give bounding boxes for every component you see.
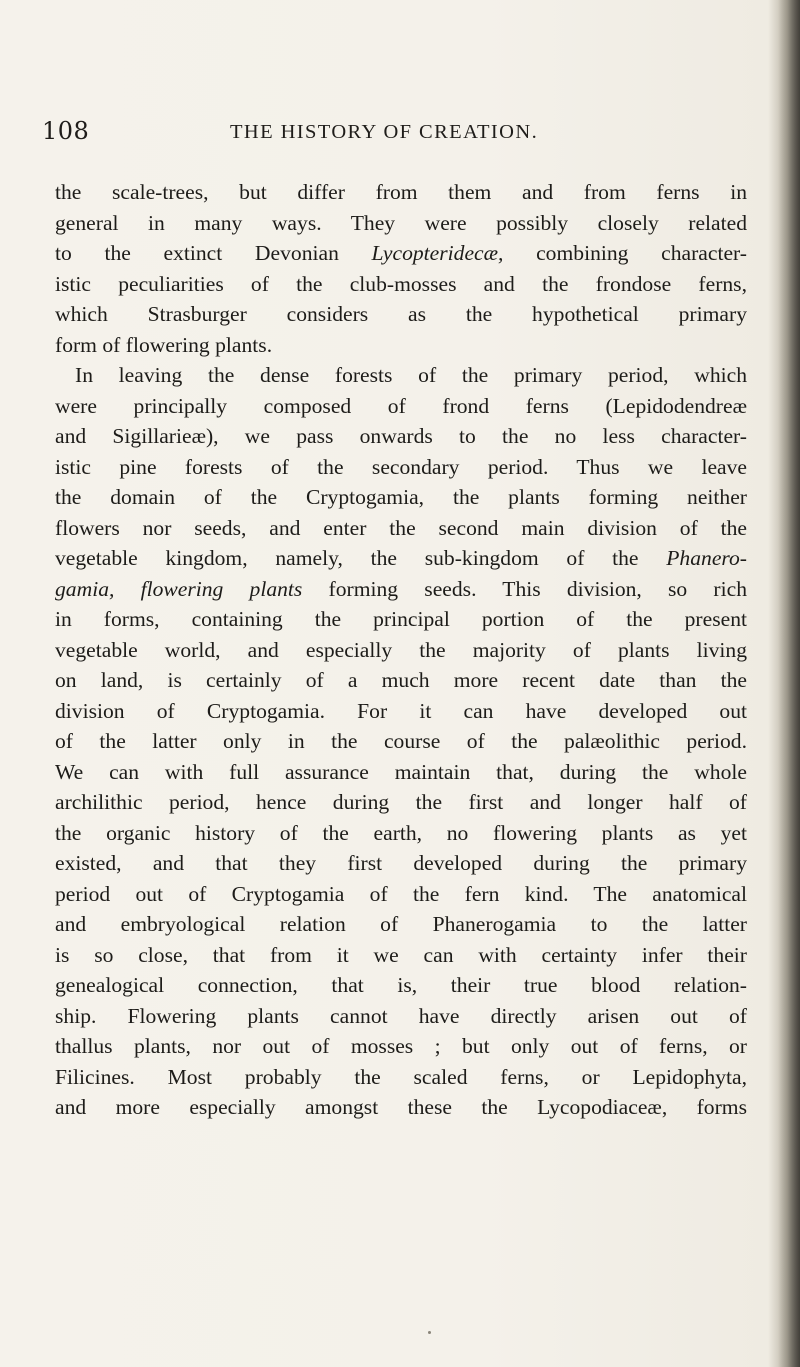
text-line: and more especially amongst these the Lycopodiaceæ, forms bbox=[55, 1095, 747, 1119]
text-line: We can with full assurance maintain that, during the whole bbox=[55, 759, 747, 784]
text-line: of the latter only in the course of the palæolithic period. bbox=[55, 729, 747, 753]
italic-term: Phanero- bbox=[666, 546, 747, 570]
text-line: is so close, that from it we can with certainty infer their bbox=[55, 942, 747, 967]
italic-term: gamia, flowering plants bbox=[55, 576, 303, 601]
text-line: were principally composed of frond ferns (Lepidodendreæ bbox=[55, 393, 747, 418]
text-line: istic pine forests of the secondary period. Thus we leave bbox=[55, 454, 747, 479]
text-line: archilithic period, hence during the first and longer half of bbox=[55, 790, 747, 814]
text-line: Filicines. Most probably the scaled ferns, or Lepidophyta, bbox=[55, 1064, 747, 1089]
text-line: form of flowering plants. bbox=[55, 332, 273, 357]
page-header bbox=[42, 113, 762, 149]
text-run: forming seeds. This division, so rich bbox=[302, 576, 747, 601]
text-run: combining character- bbox=[503, 241, 747, 265]
text-line: the organic history of the earth, no flowering plants as yet bbox=[55, 820, 747, 845]
page-edge-shadow bbox=[778, 0, 800, 1367]
text-line: existed, and that they first developed during the primary bbox=[55, 851, 747, 875]
text-line bbox=[55, 238, 747, 269]
text-line: period out of Cryptogamia of the fern kind. The anatomical bbox=[55, 881, 747, 906]
text-line: istic peculiarities of the club-mosses and the frondose ferns, bbox=[55, 271, 747, 296]
running-title: THE HISTORY OF CREATION. bbox=[230, 121, 539, 143]
text-line: which Strasburger considers as the hypothetical primary bbox=[55, 302, 747, 326]
text-line: ship. Flowering plants cannot have directly arisen out of bbox=[55, 1003, 747, 1028]
italic-term: Lycopteridecæ, bbox=[371, 241, 504, 265]
text-line: general in many ways. They were possibly closely related bbox=[55, 210, 747, 235]
text-line: division of Cryptogamia. For it can have developed out bbox=[55, 698, 747, 723]
text-run: to the extinct Devonian bbox=[55, 241, 372, 265]
text-line: genealogical connection, that is, their true blood relation- bbox=[55, 973, 747, 997]
text-run: vegetable kingdom, namely, the sub-kingdom of the bbox=[55, 546, 667, 570]
text-line: flowers nor seeds, and enter the second main division of the bbox=[55, 515, 747, 540]
text-line: and embryological relation of Phanerogamia to the latter bbox=[55, 912, 747, 936]
text-line: and Sigillarieæ), we pass onwards to the no less character- bbox=[55, 424, 747, 448]
text-line: thallus plants, nor out of mosses ; but only out of ferns, or bbox=[55, 1034, 747, 1058]
body-text bbox=[55, 177, 747, 1123]
paragraph-start-line: In leaving the dense forests of the primary period, which bbox=[75, 363, 747, 387]
text-line: in forms, containing the principal portion of the present bbox=[55, 607, 747, 631]
page-number: 108 bbox=[42, 117, 90, 145]
text-line: vegetable world, and especially the majority of plants living bbox=[55, 637, 747, 662]
text-line bbox=[55, 574, 747, 605]
text-line: on land, is certainly of a much more recent date than the bbox=[55, 668, 747, 692]
text-line: the scale-trees, but differ from them and from ferns in bbox=[55, 180, 747, 204]
text-line: the domain of the Cryptogamia, the plants forming neither bbox=[55, 485, 747, 509]
text-line bbox=[55, 543, 747, 574]
paper-speck bbox=[428, 1331, 431, 1334]
